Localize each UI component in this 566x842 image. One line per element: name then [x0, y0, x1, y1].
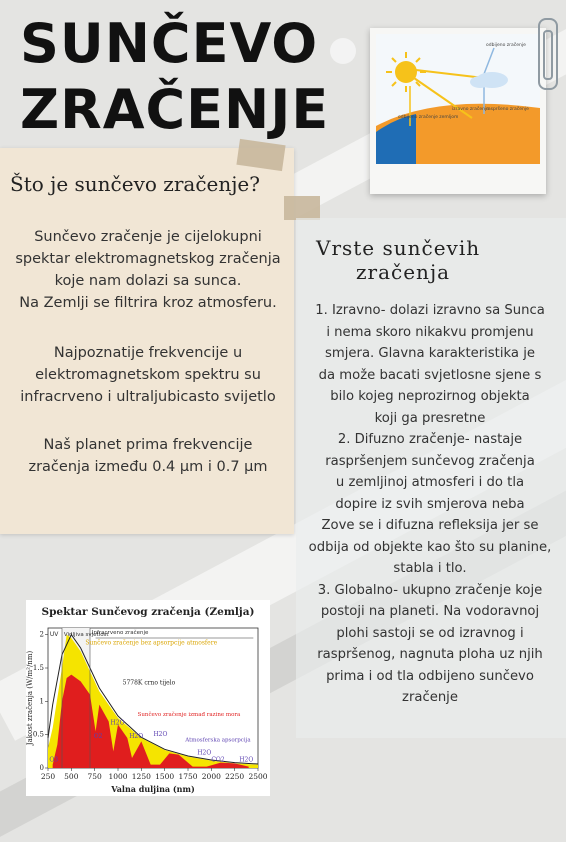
types-line: koji ga presretne [374, 410, 486, 426]
region-label: Infracrveno zračenje [91, 630, 149, 636]
x-tick-label: 750 [87, 772, 102, 781]
x-tick-label: 1500 [155, 772, 175, 781]
x-tick-label: 500 [64, 772, 79, 781]
paragraph-line: elektromagnetskom spektru su [35, 367, 261, 383]
types-heading-line1: Vrste sunčevih [316, 236, 481, 260]
page-title-line1: SUNČEVO [20, 12, 319, 75]
types-line: Zove se i difuzna refleksija jer se [321, 518, 539, 533]
types-line: prima i od tla odbijeno sunčevo [326, 668, 534, 684]
x-axis-label: Valna duljina (nm) [111, 784, 195, 794]
types-line: postoji na planeti. Na vodoravnoj [320, 604, 540, 619]
chart-annotation: Sunčevo zračenje bez apsorpcije atmosfere [85, 639, 218, 647]
paragraph-line: zračenja između 0.4 µm i 0.7 µm [28, 459, 268, 475]
paragraph-line: infracrveno i ultraljubicasto svijetlo [20, 389, 276, 405]
types-line: zračenje [402, 690, 458, 705]
decorative-circle [330, 38, 356, 64]
paragraph-line: koje nam dolazi sa sunca. [54, 273, 242, 289]
y-tick-label: 0.5 [32, 730, 44, 739]
y-tick-label: 1.5 [32, 664, 44, 672]
chart-annotation: H2O [153, 731, 168, 738]
types-line: raspršenog, nagnuta ploha uz njih [317, 647, 543, 662]
paragraph-line: Najpoznatije frekvencije u [53, 345, 243, 361]
page-title-line2: ZRAČENJE [20, 78, 330, 141]
definition-heading: Što je sunčevo zračenje? [10, 172, 260, 196]
radiation-diagram [376, 34, 540, 164]
x-tick-label: 250 [40, 772, 56, 781]
y-axis-label: Jakost zračenja (W/m²/nm) [26, 650, 34, 746]
paragraph-line: spektar elektromagnetskog zračenja [15, 251, 281, 267]
tape-strip [284, 196, 320, 220]
diagram-label: raspršeno zračenje [486, 107, 529, 112]
paragraph-line: Na Zemlji se filtrira kroz atmosferu. [19, 295, 277, 311]
y-tick-label: 2 [39, 630, 44, 639]
paragraph-line: Sunčevo zračenje je cijelokupni [34, 229, 262, 245]
x-tick-label: 1750 [178, 772, 198, 781]
region-label: Vidljiva svjetlost [63, 632, 109, 638]
types-line: bilo kojeg neprozirnog objekta [330, 389, 530, 404]
types-line: da može bacati svjetlosne sjene s [318, 367, 542, 383]
types-line: i nema skoro nikakvu promjenu [326, 324, 534, 340]
types-line: u zemljinoj atmosferi i do tla [335, 475, 525, 490]
types-line: stabla i tlo. [393, 561, 467, 576]
chart-annotation: O2 [93, 733, 103, 740]
types-line: 1. Izravno- dolazi izravno sa Sunca [315, 303, 545, 318]
region-label: UV [49, 631, 59, 638]
y-tick-label: 1 [39, 697, 44, 706]
chart-annotation: Sunčevo zračenje izmađ razine mora [137, 712, 241, 718]
types-line: 3. Globalno- ukupno zračenje koje [317, 582, 543, 598]
y-tick-label: 0 [39, 764, 44, 772]
chart-annotation: CO2 [211, 756, 225, 764]
radiation-diagram-photo [370, 28, 546, 194]
x-tick-label: 2000 [201, 772, 221, 781]
types-line: 2. Difuzno zračenje- nastaje [337, 432, 523, 447]
diagram-label: odbijeno zračenje zemljom [398, 115, 459, 120]
types-line: smjera. Glavna karakteristika je [325, 346, 535, 361]
types-line: dopire iz svih smjerova neba [335, 496, 525, 512]
diagram-label: odbijeno zračenje [486, 43, 526, 48]
x-tick-label: 2250 [225, 772, 245, 781]
spectrum-chart [26, 620, 270, 796]
chart-annotation: H2O [239, 756, 254, 764]
chart-annotation: 5778K crno tijelo [122, 679, 176, 687]
chart-annotation: O3 [49, 756, 59, 764]
x-tick-label: 2500 [248, 772, 268, 781]
types-line: odbija od objekte kao što su planine, [308, 539, 552, 555]
x-tick-label: 1250 [131, 772, 151, 781]
chart-annotation: H2O [110, 719, 125, 727]
types-line: raspršenjem sunčevog zračenja [325, 453, 535, 469]
chart-annotation: H2O [197, 749, 212, 757]
paperclip-icon [538, 18, 558, 90]
chart-annotation: H2O [129, 733, 144, 740]
paragraph-line: Naš planet prima frekvencije [43, 437, 253, 453]
x-tick-label: 1000 [108, 772, 128, 781]
types-heading-line2: zračenja [356, 260, 451, 284]
chart-title: Spektar Sunčevog zračenja (Zemlja) [41, 606, 255, 618]
diagram-label: izravno zračenje [452, 107, 490, 112]
chart-annotation: Atmosferska apsorpcija [185, 737, 251, 744]
types-line: plohi sastoji se od izravnog i [336, 625, 524, 641]
